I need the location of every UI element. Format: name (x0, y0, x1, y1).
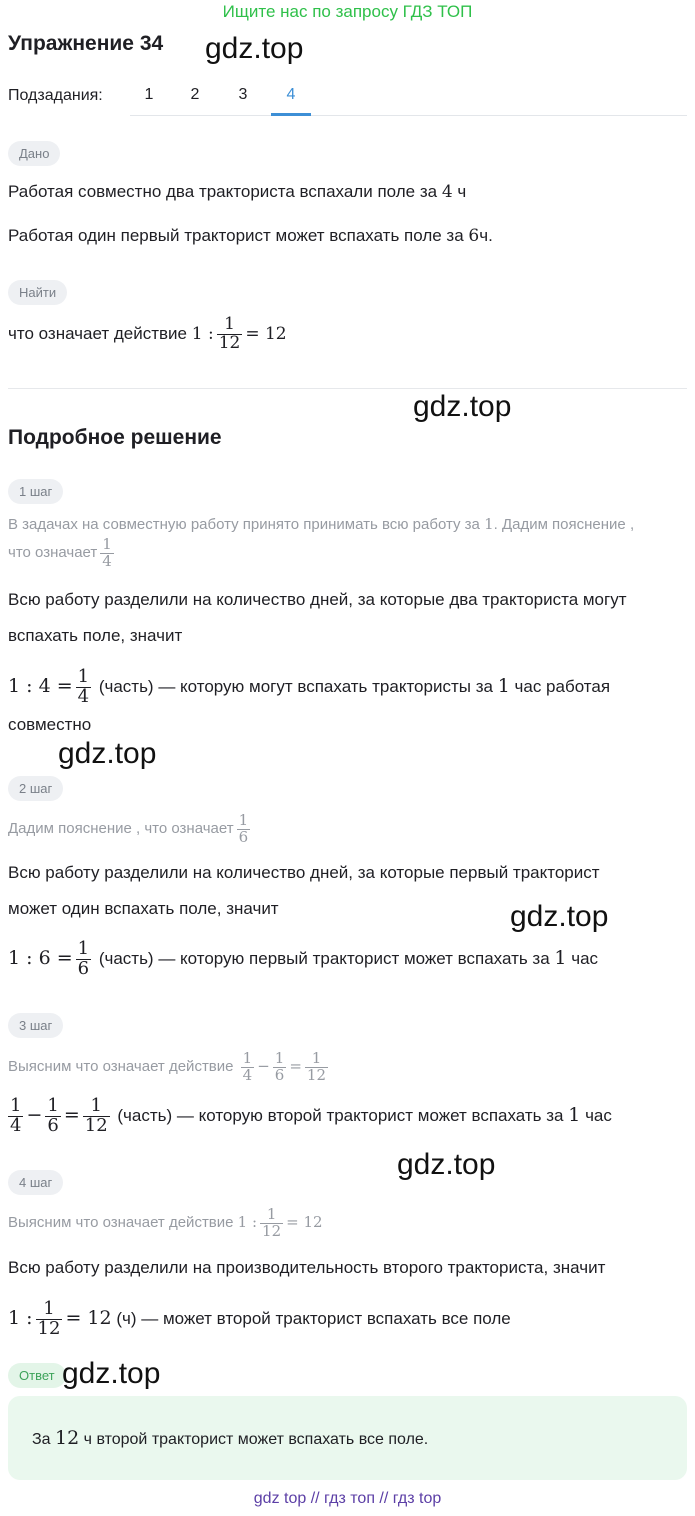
step-4-note: Выясним что означает действие 1 : $\frac{1}{12}$ = 12 (8, 1204, 323, 1240)
subtasks-label: Подзадания: (8, 87, 103, 104)
fraction: $\frac{1}{6}$ (47, 1095, 59, 1137)
page-title: Упражнение 34 (8, 32, 164, 55)
step-3-note: Выясним что означает действие $\frac{1}{4}$ − $\frac{1}{6}$ = $\frac{1}{12}$ (8, 1048, 327, 1084)
tab-subtask-2[interactable]: 2 (190, 86, 200, 103)
step-1-note-2: что означает $\frac{1}{4}$ (8, 534, 112, 570)
fraction: $\frac{1}{6}$ (77, 938, 90, 980)
fraction: $\frac{1}{12}$ (262, 1204, 282, 1240)
tab-subtask-4[interactable]: 4 (286, 86, 296, 103)
fraction: $\frac{1}{6}$ (274, 1048, 285, 1084)
watermark: gdz.top (62, 1357, 161, 1390)
watermark: gdz.top (58, 737, 157, 770)
step-1-text-1: Всю работу разделили на количество дней, за которые два тракториста могут (8, 590, 627, 609)
watermark: gdz.top (413, 390, 512, 423)
step-1-note: В задачах на совместную работу принято принимать всю работу за 1. Дадим пояснение , (8, 515, 635, 533)
watermark: gdz.top (510, 900, 609, 933)
step-1-text-3: совместно (8, 715, 92, 734)
given-badge: Дано (8, 141, 60, 166)
find-line: что означает действие 1 : $\frac{1}{12}$ = 12 (8, 314, 287, 354)
step-1-formula: 1 : 4 = $\frac{1}{4}$ (часть) — которую могут вспахать трактористы за 1 час работая (8, 666, 611, 708)
fraction: $\frac{1}{4}$ (102, 534, 112, 570)
tab-subtask-3[interactable]: 3 (238, 86, 248, 103)
answer-badge: Ответ (8, 1363, 66, 1388)
step-1-text-2: вспахать поле, значит (8, 626, 183, 645)
step-2-text-2: может один вспахать поле, значит (8, 899, 279, 918)
section-divider (8, 388, 687, 389)
fraction: $\frac{1}{4}$ (242, 1048, 253, 1084)
step-3-formula: $\frac{1}{4}$ − $\frac{1}{6}$ = $\frac{1}{12}$ (часть) — которую второй тракторист может вспахать за 1 час (10, 1095, 612, 1137)
step-2-text-1: Всю работу разделили на количество дней, за которые первый тракторист (8, 863, 600, 882)
step-4-text-1: Всю работу разделили на производительность второго тракториста, значит (8, 1258, 606, 1277)
footer-links[interactable]: gdz top // гдз топ // гдз top (253, 1490, 442, 1507)
fraction: $\frac{1}{12}$ (84, 1095, 108, 1137)
fraction: $\frac{1}{12}$ (218, 314, 241, 354)
answer-text: За 12 ч второй тракторист может вспахать все поле. (32, 1427, 429, 1449)
find-badge: Найти (8, 280, 67, 305)
fraction: $\frac{1}{4}$ (77, 666, 90, 708)
search-banner[interactable]: Ищите нас по запросу ГДЗ ТОП (222, 2, 473, 21)
active-tab-indicator (271, 113, 311, 116)
step-2-formula: 1 : 6 = $\frac{1}{6}$ (часть) — которую первый тракторист может вспахать за 1 час (8, 938, 599, 980)
step-2-note: Дадим пояснение , что означает $\frac{1}{6}$ (8, 810, 249, 846)
watermark: gdz.top (205, 32, 304, 65)
given-line-2: Работая один первый тракторист может вспахать поле за 6ч. (8, 226, 493, 246)
fraction: $\frac{1}{12}$ (306, 1048, 327, 1084)
tabs-divider (130, 115, 687, 116)
tab-subtask-1[interactable]: 1 (144, 86, 154, 103)
watermark: gdz.top (397, 1148, 496, 1181)
solution-heading: Подробное решение (8, 426, 222, 449)
given-line-1: Работая совместно два тракториста вспахали поле за 4 ч (8, 182, 467, 202)
step-1-badge: 1 шаг (8, 479, 63, 504)
step-3-badge: 3 шаг (8, 1013, 63, 1038)
fraction: $\frac{1}{12}$ (37, 1298, 61, 1340)
fraction: $\frac{1}{6}$ (238, 810, 249, 846)
step-2-badge: 2 шаг (8, 776, 63, 801)
step-4-formula: 1 : $\frac{1}{12}$ = 12 (ч) — может второй тракторист вспахать все поле (8, 1298, 511, 1340)
fraction: $\frac{1}{4}$ (10, 1095, 22, 1137)
step-4-badge: 4 шаг (8, 1170, 63, 1195)
